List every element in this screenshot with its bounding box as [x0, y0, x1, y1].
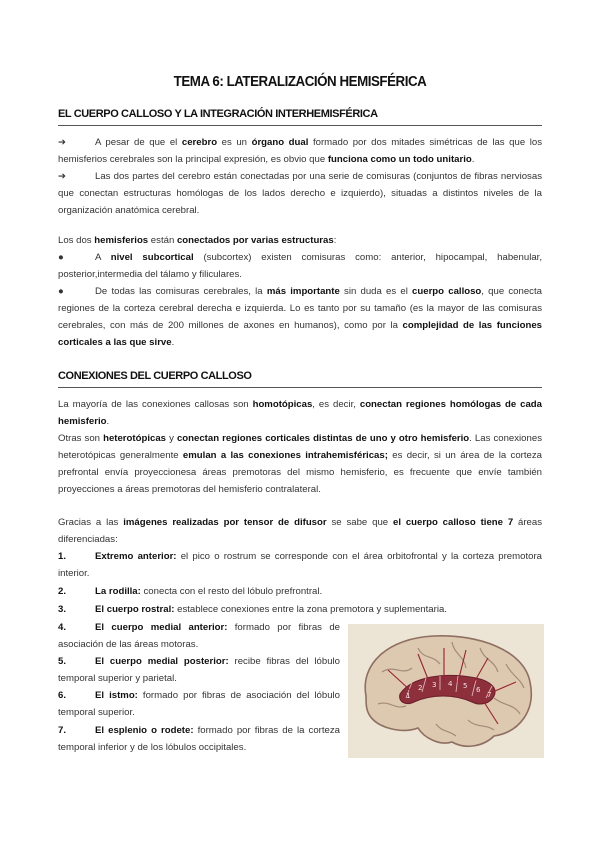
- area-item-1: 1. Extremo anterior: el pico o rostrum se corresponde con el área orbitofrontal y la corteza premotora interior.: [58, 551, 543, 579]
- figure-label: 1: [406, 692, 411, 700]
- brain-corpus-callosum-figure: [348, 624, 544, 758]
- bullet-corpus-callosum: ● De todas las comisuras cerebrales, la más importante sin duda es el cuerpo calloso, que conecta regiones de la corteza cerebral derecha e izquierda. Lo es tanto por su tamaño (es la mayor de las comisuras cerebrales, con más de 200 millones de axones en humanos), como por la complejidad de las funciones corticales a las que sirve.: [58, 283, 542, 351]
- area-item-5: 5. El cuerpo medial posterior: recibe fibras del lóbulo temporal superior y parietal.: [58, 656, 340, 684]
- bullet-icon: ●: [58, 286, 64, 297]
- area-item-7: 7. El esplenio o rodete: formado por fibras de la corteza temporal inferior y de los lóbulos occipitales.: [58, 725, 340, 753]
- figure-label: 2: [418, 684, 423, 692]
- section-heading-connections: CONEXIONES DEL CUERPO CALLOSO: [58, 370, 252, 382]
- area-item-4: 4. El cuerpo medial anterior: formado por fibras de asociación de las áreas motoras.: [58, 622, 340, 650]
- hemispheres-lead: Los dos hemisferios están conectados por varias estructuras:: [58, 235, 337, 246]
- section-divider: [58, 125, 542, 126]
- area-item-3: 3. El cuerpo rostral: establece conexiones entre la zona premotora y suplementaria.: [58, 604, 447, 615]
- area-item-6: 6. El istmo: formado por fibras de asociación del lóbulo temporal superior.: [58, 690, 340, 718]
- arrow-icon: ➔: [58, 171, 67, 182]
- area-item-2: 2. La rodilla: conecta con el resto del lóbulo prefrontral.: [58, 586, 323, 597]
- homotopic-paragraph: La mayoría de las conexiones callosas son homotópicas, es decir, conectan regiones homólogas de cada hemisferio.: [58, 399, 542, 427]
- figure-label: 7: [487, 691, 492, 699]
- brain-illustration: [348, 624, 544, 758]
- bullet-subcortical: ● A nivel subcortical (subcortex) existen comisuras como: anterior, hipocampal, habenular, posterior,intermedia del tálamo y filiculares.: [58, 249, 542, 283]
- page-title: TEMA 6: LATERALIZACIÓN HEMISFÉRICA: [173, 74, 427, 90]
- heterotopic-paragraph: Otras son heterotópicas y conectan regiones corticales distintas de uno y otro hemisferio. Las conexiones heterotópicas generalmente emulan a las conexiones intrahemisféricas; es decir, si un área de la corteza prefrontal envía proyeccionesa áreas premotoras del mismo hemisferio, es frecuente que envíe también proyecciones a áreas premotoras del hemisferio contralateral.: [58, 433, 542, 495]
- figure-label: 4: [448, 680, 453, 688]
- figure-label: 6: [476, 686, 481, 694]
- figure-label: 5: [463, 682, 468, 690]
- bullet-icon: ●: [58, 252, 64, 263]
- arrow-icon: ➔: [58, 137, 67, 148]
- arrow-paragraph-2: ➔ Las dos partes del cerebro están conectadas por una serie de comisuras (conjuntos de fibras nerviosas que conectan estructuras homólogas de los lados derecho e izquierdo), situadas a distintos niveles de la organización anatómica cerebral.: [58, 168, 542, 219]
- diffusion-tensor-paragraph: Gracias a las imágenes realizadas por tensor de difusor se sabe que el cuerpo calloso tiene 7 áreas diferenciadas:: [58, 517, 543, 545]
- section-divider: [58, 387, 542, 388]
- section-heading-corpus-callosum: EL CUERPO CALLOSO Y LA INTEGRACIÓN INTERHEMISFÉRICA: [58, 108, 378, 120]
- arrow-paragraph-1: ➔ A pesar de que el cerebro es un órgano dual formado por dos mitades simétricas de las que los hemisferios cerebrales son la principal expresión, es obvio que funciona como un todo unitario.: [58, 134, 542, 168]
- figure-label: 3: [432, 681, 437, 689]
